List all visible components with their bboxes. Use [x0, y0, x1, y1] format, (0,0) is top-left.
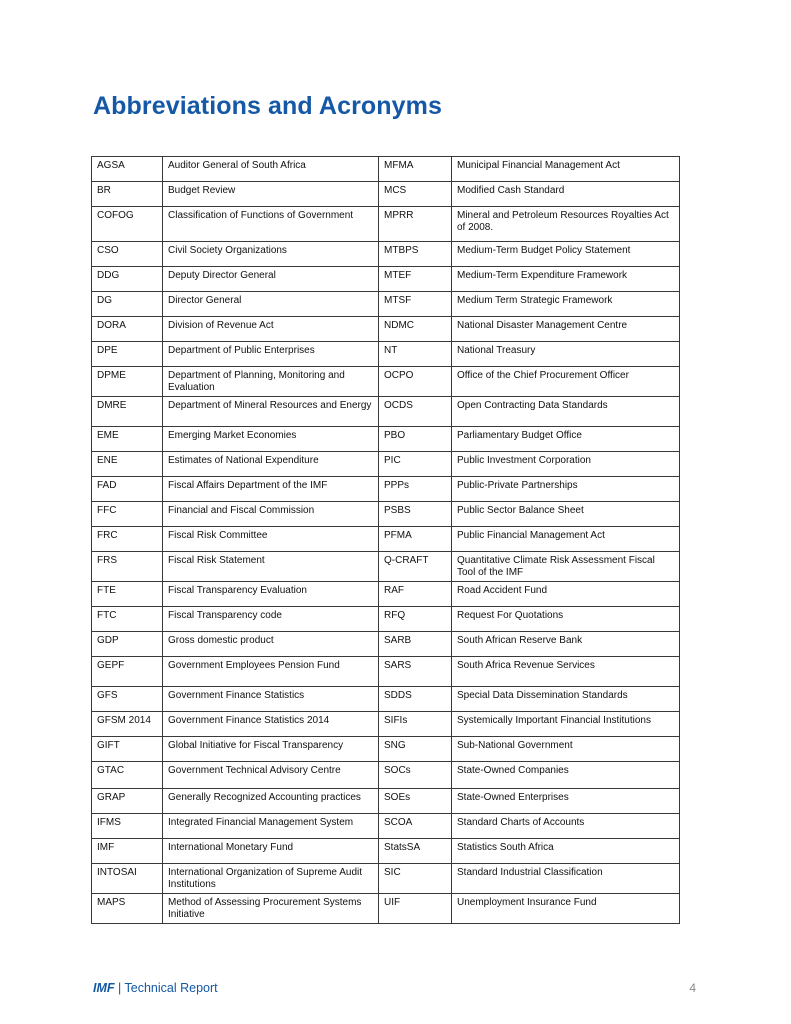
table-row [92, 427, 680, 452]
table-cell-meaning-right: Public Investment Corporation [452, 452, 680, 477]
table-cell-abbreviation-left: DG [92, 292, 163, 317]
table-cell-abbreviation-left: BR [92, 182, 163, 207]
table-row [92, 242, 680, 267]
table-cell-meaning-right: South Africa Revenue Services [452, 657, 680, 687]
table-cell-meaning-right: Mineral and Petroleum Resources Royalties Act of 2008. [452, 207, 680, 242]
table-row [92, 632, 680, 657]
table-row [92, 687, 680, 712]
table-cell-meaning-left: Government Technical Advisory Centre [163, 762, 379, 789]
table-cell-abbreviation-right: MTSF [379, 292, 452, 317]
table-row [92, 207, 680, 242]
table-cell-meaning-right: Medium-Term Budget Policy Statement [452, 242, 680, 267]
table-cell-meaning-left: Global Initiative for Fiscal Transparency [163, 737, 379, 762]
table-cell-abbreviation-right: SOEs [379, 789, 452, 814]
table-cell-meaning-right: National Disaster Management Centre [452, 317, 680, 342]
table-cell-meaning-left: Deputy Director General [163, 267, 379, 292]
table-cell-abbreviation-left: DORA [92, 317, 163, 342]
table-cell-abbreviation-right: MTBPS [379, 242, 452, 267]
table-cell-abbreviation-left: MAPS [92, 894, 163, 924]
table-row [92, 864, 680, 894]
table-cell-abbreviation-left: DMRE [92, 397, 163, 427]
table-cell-meaning-left: Department of Mineral Resources and Energy [163, 397, 379, 427]
table-cell-abbreviation-left: FAD [92, 477, 163, 502]
table-cell-abbreviation-left: INTOSAI [92, 864, 163, 894]
table-cell-meaning-left: Gross domestic product [163, 632, 379, 657]
table-cell-meaning-right: Statistics South Africa [452, 839, 680, 864]
table-cell-abbreviation-left: GFS [92, 687, 163, 712]
abbreviations-table-body [92, 157, 680, 924]
table-cell-abbreviation-left: DDG [92, 267, 163, 292]
footer [93, 981, 218, 995]
table-cell-meaning-left: Method of Assessing Procurement Systems Initiative [163, 894, 379, 924]
table-cell-meaning-left: International Organization of Supreme Audit Institutions [163, 864, 379, 894]
table-row [92, 267, 680, 292]
table-cell-meaning-left: Fiscal Risk Statement [163, 552, 379, 582]
table-cell-meaning-right: Medium Term Strategic Framework [452, 292, 680, 317]
table-cell-abbreviation-right: NDMC [379, 317, 452, 342]
table-cell-meaning-left: Department of Planning, Monitoring and Evaluation [163, 367, 379, 397]
table-cell-abbreviation-left: EME [92, 427, 163, 452]
table-cell-meaning-right: Road Accident Fund [452, 582, 680, 607]
table-row [92, 607, 680, 632]
table-row [92, 789, 680, 814]
table-cell-meaning-left: Auditor General of South Africa [163, 157, 379, 182]
table-row [92, 317, 680, 342]
table-cell-meaning-left: Division of Revenue Act [163, 317, 379, 342]
table-cell-abbreviation-right: PPPs [379, 477, 452, 502]
table-cell-meaning-right: National Treasury [452, 342, 680, 367]
table-cell-meaning-left: Fiscal Risk Committee [163, 527, 379, 552]
table-row [92, 712, 680, 737]
table-cell-abbreviation-right: MFMA [379, 157, 452, 182]
table-cell-meaning-right: Systemically Important Financial Institutions [452, 712, 680, 737]
table-cell-abbreviation-left: IFMS [92, 814, 163, 839]
table-row [92, 839, 680, 864]
table-cell-abbreviation-left: FFC [92, 502, 163, 527]
table-cell-meaning-right: Quantitative Climate Risk Assessment Fiscal Tool of the IMF [452, 552, 680, 582]
table-cell-meaning-left: International Monetary Fund [163, 839, 379, 864]
table-cell-meaning-left: Classification of Functions of Government [163, 207, 379, 242]
table-cell-meaning-left: Estimates of National Expenditure [163, 452, 379, 477]
table-cell-abbreviation-right: UIF [379, 894, 452, 924]
table-cell-abbreviation-right: SIC [379, 864, 452, 894]
table-cell-abbreviation-right: PBO [379, 427, 452, 452]
table-cell-abbreviation-left: GIFT [92, 737, 163, 762]
table-cell-meaning-right: Unemployment Insurance Fund [452, 894, 680, 924]
table-cell-meaning-right: Parliamentary Budget Office [452, 427, 680, 452]
table-cell-meaning-left: Government Finance Statistics 2014 [163, 712, 379, 737]
table-row [92, 582, 680, 607]
table-row [92, 502, 680, 527]
table-cell-meaning-left: Fiscal Transparency code [163, 607, 379, 632]
table-cell-abbreviation-left: GTAC [92, 762, 163, 789]
table-cell-abbreviation-right: SARB [379, 632, 452, 657]
table-cell-meaning-right: Medium-Term Expenditure Framework [452, 267, 680, 292]
table-cell-abbreviation-right: OCPO [379, 367, 452, 397]
table-cell-meaning-right: Open Contracting Data Standards [452, 397, 680, 427]
table-cell-abbreviation-left: DPME [92, 367, 163, 397]
table-cell-meaning-right: Municipal Financial Management Act [452, 157, 680, 182]
table-row [92, 737, 680, 762]
table-cell-abbreviation-right: PFMA [379, 527, 452, 552]
table-cell-meaning-left: Civil Society Organizations [163, 242, 379, 267]
table-row [92, 657, 680, 687]
table-cell-meaning-left: Fiscal Transparency Evaluation [163, 582, 379, 607]
table-cell-meaning-left: Generally Recognized Accounting practices [163, 789, 379, 814]
table-cell-meaning-right: Sub-National Government [452, 737, 680, 762]
table-cell-abbreviation-left: ENE [92, 452, 163, 477]
table-cell-meaning-left: Government Finance Statistics [163, 687, 379, 712]
table-cell-abbreviation-left: GRAP [92, 789, 163, 814]
table-row [92, 157, 680, 182]
table-row [92, 397, 680, 427]
table-cell-abbreviation-left: GEPF [92, 657, 163, 687]
table-row [92, 477, 680, 502]
table-cell-meaning-left: Fiscal Affairs Department of the IMF [163, 477, 379, 502]
table-cell-meaning-right: Standard Industrial Classification [452, 864, 680, 894]
table-cell-meaning-left: Government Employees Pension Fund [163, 657, 379, 687]
table-row [92, 292, 680, 317]
abbreviations-table [91, 156, 680, 924]
table-cell-abbreviation-right: RFQ [379, 607, 452, 632]
table-cell-abbreviation-right: SCOA [379, 814, 452, 839]
footer-separator: | [114, 981, 125, 995]
page-title: Abbreviations and Acronyms [93, 92, 442, 120]
table-cell-abbreviation-left: CSO [92, 242, 163, 267]
table-cell-abbreviation-right: MCS [379, 182, 452, 207]
table-row [92, 552, 680, 582]
footer-label: Technical Report [124, 981, 218, 995]
table-row [92, 452, 680, 477]
table-cell-meaning-left: Emerging Market Economies [163, 427, 379, 452]
table-cell-abbreviation-left: FRC [92, 527, 163, 552]
table-cell-meaning-right: State-Owned Companies [452, 762, 680, 789]
table-row [92, 894, 680, 924]
table-row [92, 762, 680, 789]
table-cell-meaning-right: Office of the Chief Procurement Officer [452, 367, 680, 397]
table-cell-abbreviation-right: SARS [379, 657, 452, 687]
table-cell-meaning-right: Special Data Dissemination Standards [452, 687, 680, 712]
table-cell-abbreviation-right: OCDS [379, 397, 452, 427]
table-cell-abbreviation-right: RAF [379, 582, 452, 607]
table-cell-abbreviation-right: SOCs [379, 762, 452, 789]
table-cell-meaning-left: Department of Public Enterprises [163, 342, 379, 367]
table-cell-abbreviation-right: SDDS [379, 687, 452, 712]
table-cell-abbreviation-left: IMF [92, 839, 163, 864]
footer-brand: IMF [93, 981, 115, 995]
table-cell-meaning-right: State-Owned Enterprises [452, 789, 680, 814]
table-cell-abbreviation-right: PSBS [379, 502, 452, 527]
table-cell-abbreviation-right: StatsSA [379, 839, 452, 864]
table-cell-abbreviation-right: MTEF [379, 267, 452, 292]
table-cell-abbreviation-right: SNG [379, 737, 452, 762]
table-cell-meaning-right: Standard Charts of Accounts [452, 814, 680, 839]
table-cell-meaning-right: South African Reserve Bank [452, 632, 680, 657]
table-cell-meaning-left: Financial and Fiscal Commission [163, 502, 379, 527]
table-cell-meaning-right: Public Financial Management Act [452, 527, 680, 552]
table-row [92, 814, 680, 839]
table-cell-abbreviation-left: GFSM 2014 [92, 712, 163, 737]
table-cell-meaning-right: Public Sector Balance Sheet [452, 502, 680, 527]
table-cell-abbreviation-left: AGSA [92, 157, 163, 182]
table-cell-abbreviation-left: FTE [92, 582, 163, 607]
table-row [92, 367, 680, 397]
table-cell-meaning-right: Modified Cash Standard [452, 182, 680, 207]
table-row [92, 527, 680, 552]
table-cell-abbreviation-right: Q-CRAFT [379, 552, 452, 582]
table-cell-abbreviation-right: SIFIs [379, 712, 452, 737]
table-cell-meaning-right: Public-Private Partnerships [452, 477, 680, 502]
table-cell-abbreviation-right: PIC [379, 452, 452, 477]
table-cell-meaning-right: Request For Quotations [452, 607, 680, 632]
table-cell-meaning-left: Budget Review [163, 182, 379, 207]
table-cell-abbreviation-right: MPRR [379, 207, 452, 242]
table-row [92, 182, 680, 207]
page-number: 4 [689, 981, 696, 995]
table-cell-abbreviation-left: FTC [92, 607, 163, 632]
table-cell-abbreviation-left: DPE [92, 342, 163, 367]
table-row [92, 342, 680, 367]
table-cell-meaning-left: Director General [163, 292, 379, 317]
table-cell-abbreviation-left: COFOG [92, 207, 163, 242]
table-cell-abbreviation-right: NT [379, 342, 452, 367]
table-cell-abbreviation-left: GDP [92, 632, 163, 657]
table-cell-abbreviation-left: FRS [92, 552, 163, 582]
table-cell-meaning-left: Integrated Financial Management System [163, 814, 379, 839]
